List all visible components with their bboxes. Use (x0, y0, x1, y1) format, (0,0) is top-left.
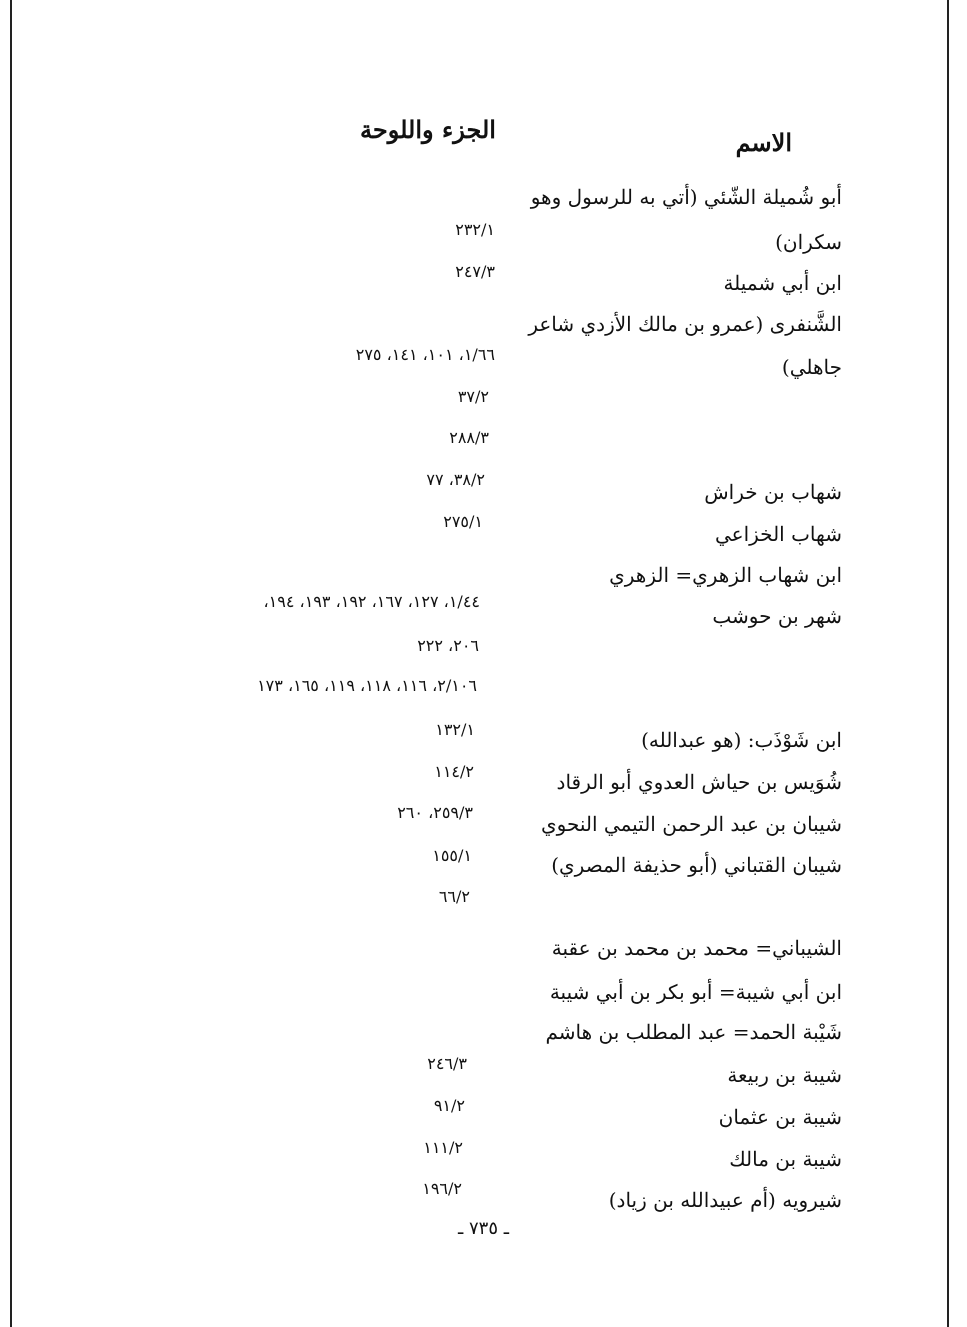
volume-plate-ref: ١٥٥/١ (432, 846, 472, 865)
name-column-header: الاسم (735, 128, 792, 157)
volume-plate-ref: ٢٣٢/١ (455, 220, 495, 239)
volume-plate-ref: ٩١/٢ (433, 1096, 465, 1115)
name-entry: ابن أبي شميلة (723, 271, 842, 295)
name-entry: شيرويه (أم عبيدالله بن زياد) (608, 1188, 842, 1212)
volume-plate-ref: ٦٦/٢ (438, 887, 470, 906)
volume-plate-ref: ٢٨٨/٣ (449, 428, 489, 447)
name-entry: الشيباني= محمد بن محمد بن عقبة (551, 936, 842, 960)
name-entry: شَيْبة الحمد= عبد المطلب بن هاشم (545, 1020, 842, 1044)
volume-plate-ref: ١١٤/٢ (434, 762, 474, 781)
name-entry: الشَّنفرى (عمرو بن مالك الأزدي شاعر (528, 312, 842, 336)
name-entry: جاهلي) (781, 355, 842, 379)
volume-plate-ref: ٢٠٦، ٢٢٢ (417, 636, 479, 655)
name-entry: شيبان القتباني (أبو حذيفة المصري) (551, 853, 842, 877)
volume-plate-ref: ٢٥٩/٣، ٢٦٠ (397, 803, 473, 822)
volume-plate-ref: ٢٤٦/٣ (427, 1054, 467, 1073)
name-entry: سكران) (775, 230, 842, 254)
page-number: ـ ٧٣٥ ـ (457, 1218, 509, 1239)
volume-plate-ref: ١٩٦/٢ (422, 1179, 462, 1198)
left-margin-line (10, 0, 12, 1327)
volume-plate-ref: ٢٤٧/٣ (455, 262, 495, 281)
volume-plate-ref: ١/٦٦، ١٠١، ١٤١، ٢٧٥ (355, 345, 495, 364)
name-entry: شيبة بن مالك (729, 1147, 842, 1171)
name-entry: شيبة بن عثمان (718, 1105, 842, 1129)
volume-plate-ref: ٣٧/٢ (457, 387, 489, 406)
right-margin-line (947, 0, 949, 1327)
volume-plate-ref: ٣٨/٢، ٧٧ (426, 470, 485, 489)
volume-plate-ref: ٢/١٠٦، ١١٦، ١١٨، ١١٩، ١٦٥، ١٧٣ (257, 676, 477, 695)
name-entry: شهاب الخزاعي (714, 522, 842, 546)
name-entry: ابن شهاب الزهري= الزهري (609, 563, 842, 587)
volume-plate-ref: ١١١/٢ (423, 1138, 463, 1157)
name-entry: ابن شَوْذَب: (هو عبدالله) (641, 728, 842, 752)
name-entry: شيبان بن عبد الرحمن التيمي النحوي (540, 812, 842, 836)
name-entry: شهر بن حوشب (712, 604, 842, 628)
name-entry: شهاب بن خراش (704, 480, 842, 504)
volume-plate-ref: ٢٧٥/١ (443, 512, 483, 531)
name-entry: شُوَيس بن حياش العدوي أبو الرقاد (556, 770, 842, 794)
name-entry: أبو شُميلة الشّئي (أتي به للرسول وهو (530, 185, 842, 209)
volume-plate-ref: ١/٤٤، ١٢٧، ١٦٧، ١٩٢، ١٩٣، ١٩٤، (263, 592, 480, 611)
name-entry: ابن أبي شيبة= أبو بكر بن أبي شيبة (549, 980, 842, 1004)
volume-plate-ref: ١٣٢/١ (435, 720, 475, 739)
volume-plate-column-header: الجزء واللوحة (360, 115, 496, 144)
name-entry: شيبة بن ربيعة (727, 1063, 842, 1087)
